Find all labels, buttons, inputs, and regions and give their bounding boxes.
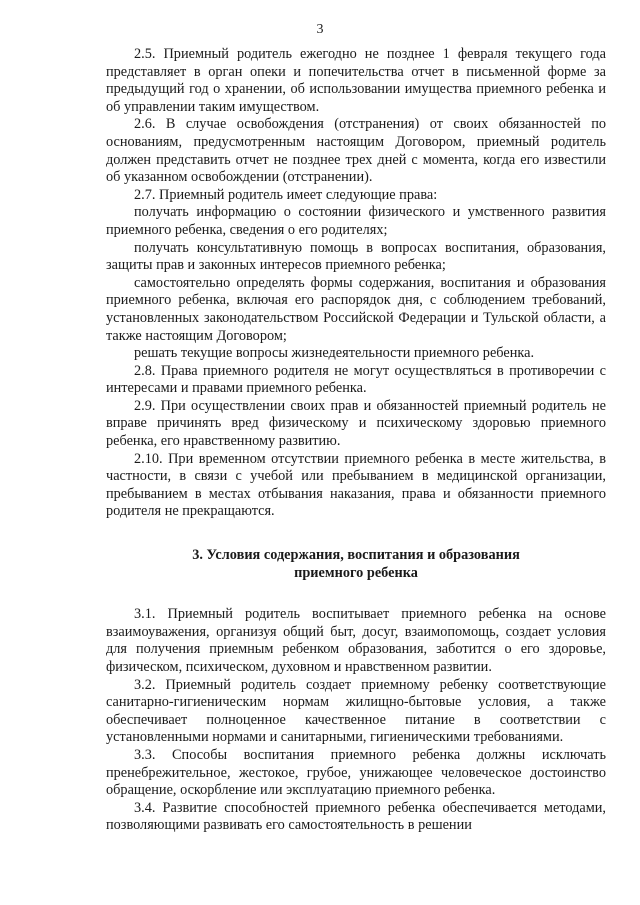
rights-item-information: получать информацию о состоянии физического и умственного развития приемного ребенка, сведения о его родителях;	[106, 204, 606, 238]
document-body	[106, 46, 606, 835]
paragraph-3-4: 3.4. Развитие способностей приемного ребенка обеспечивается методами, позволяющими развивать его самостоятельность в решении	[106, 799, 606, 834]
rights-item-forms: самостоятельно определять формы содержания, воспитания и образования приемного ребенка, включая его распорядок дня, с соблюдением требований, установленных законодательством Российской Федерации и Тульской области, а также настоящим Договором;	[106, 274, 606, 344]
paragraph-2-6: 2.6. В случае освобождения (отстранения) от своих обязанностей по основаниям, предусмотренным настоящим Договором, приемный родитель должен представить отчет не позднее трех дней с момента, когда его известили об указанном освобождении (отстранении).	[106, 116, 606, 186]
section-3-title	[106, 547, 606, 582]
paragraph-2-8: 2.8. Права приемного родителя не могут осуществляться в противоречии с интересами и правами приемного ребенка.	[106, 362, 606, 397]
page-number: 3	[316, 22, 324, 37]
paragraph-2-10: 2.10. При временном отсутствии приемного ребенка в месте жительства, в частности, в связи с учебой или пребыванием в медицинской организации, пребыванием в местах отбывания наказания, права и обязанности приемного родителя не прекращаются.	[106, 450, 606, 520]
section-2-continued	[106, 46, 606, 521]
paragraph-3-3: 3.3. Способы воспитания приемного ребенка должны исключать пренебрежительное, жестокое, грубое, унижающее человеческое достоинство обращение, оскорбление или эксплуатацию приемного ребенка.	[106, 746, 606, 799]
section-3	[106, 606, 606, 835]
rights-item-current-issues: решать текущие вопросы жизнедеятельности приемного ребенка.	[134, 345, 535, 362]
section-title-line-1: 3. Условия содержания, воспитания и образования	[192, 547, 520, 564]
paragraph-2-5: 2.5. Приемный родитель ежегодно не позднее 1 февраля текущего года представляет в орган опеки и попечительства отчет в письменной форме за предыдущий год о хранении, об использовании имущества приемного ребенка и об управлении таким имуществом.	[106, 46, 606, 115]
paragraph-3-2: 3.2. Приемный родитель создает приемному ребенку соответствующие санитарно-гигиеническим нормам жилищно-бытовые условия, а также обеспечивает полноценное качественное питание в соответствии с установленными нормами и санитарными, гигиеническими требованиями.	[106, 676, 606, 746]
paragraph-2-9: 2.9. При осуществлении своих прав и обязанностей приемный родитель не вправе причинять вред физическому и психическому здоровью приемного ребенка, его нравственному развитию.	[106, 397, 606, 450]
paragraph-3-1: 3.1. Приемный родитель воспитывает приемного ребенка на основе взаимоуважения, организуя общий быт, досуг, взаимопомощь, создает условия для получения приемным ребенком образования, заботится о его здоровье, физическом, психическом, духовном и нравственном развитии.	[106, 606, 606, 675]
section-title-line-2: приемного ребенка	[294, 564, 418, 581]
paragraph-2-7: 2.7. Приемный родитель имеет следующие права:	[134, 186, 438, 203]
rights-item-consultation: получать консультативную помощь в вопросах воспитания, образования, защиты прав и законных интересов приемного ребенка;	[106, 239, 606, 274]
